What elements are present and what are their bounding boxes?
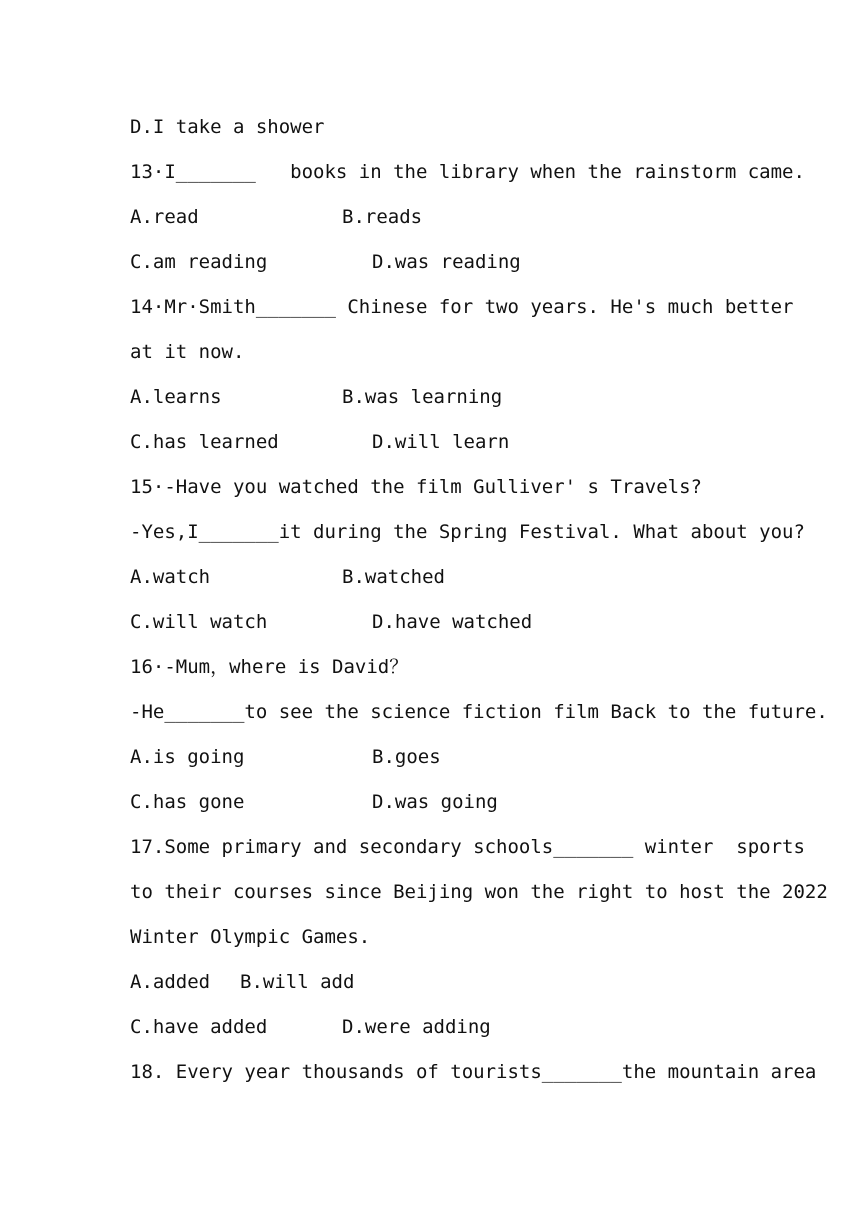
question-13-option-d: D.was reading — [372, 251, 521, 273]
question-14-option-a: A.learns — [130, 386, 222, 408]
question-13-stem: 13·I_______ books in the library when the rainstorm came. — [130, 161, 805, 183]
question-16-stem-line-1: 16·-Mum，where is David？ — [130, 656, 409, 678]
question-17-option-b: B.will add — [240, 971, 355, 993]
question-13-option-b: B.reads — [342, 206, 423, 228]
question-17-stem-line-2: to their courses since Beijing won the right to host the 2022 — [130, 881, 828, 903]
question-14-stem-line-2: at it now. — [130, 341, 245, 363]
question-18-stem-line-1: 18. Every year thousands of tourists_______the mountain area — [130, 1061, 817, 1083]
question-16-option-b: B.goes — [372, 746, 441, 768]
question-17-stem-line-3: Winter Olympic Games. — [130, 926, 371, 948]
question-15-stem-line-2: -Yes,I_______it during the Spring Festival. What about you? — [130, 521, 805, 543]
question-14-stem-line-1: 14·Mr·Smith_______ Chinese for two years. He's much better — [130, 296, 794, 318]
question-17-option-c: C.have added — [130, 1016, 268, 1038]
question-15-option-b: B.watched — [342, 566, 445, 588]
question-13-option-a: A.read — [130, 206, 199, 228]
question-17-option-a: A.added — [130, 971, 211, 993]
question-15-option-a: A.watch — [130, 566, 211, 588]
question-15-stem-line-1: 15·-Have you watched the film Gulliver' s Travels? — [130, 476, 702, 498]
question-14-option-c: C.has learned — [130, 431, 279, 453]
question-16-option-a: A.is going — [130, 746, 245, 768]
question-16-option-c: C.has gone — [130, 791, 245, 813]
question-14-option-b: B.was learning — [342, 386, 503, 408]
question-13-option-c: C.am reading — [130, 251, 268, 273]
question-14-option-d: D.will learn — [372, 431, 510, 453]
question-17-stem-line-1: 17.Some primary and secondary schools_______ winter sports — [130, 836, 805, 858]
question-15-option-c: C.will watch — [130, 611, 268, 633]
question-15-option-d: D.have watched — [372, 611, 533, 633]
option-d-previous: D.I take a shower — [130, 116, 325, 138]
question-16-option-d: D.was going — [372, 791, 498, 813]
question-16-stem-line-2: -He_______to see the science fiction film Back to the future. — [130, 701, 828, 723]
question-17-option-d: D.were adding — [342, 1016, 491, 1038]
